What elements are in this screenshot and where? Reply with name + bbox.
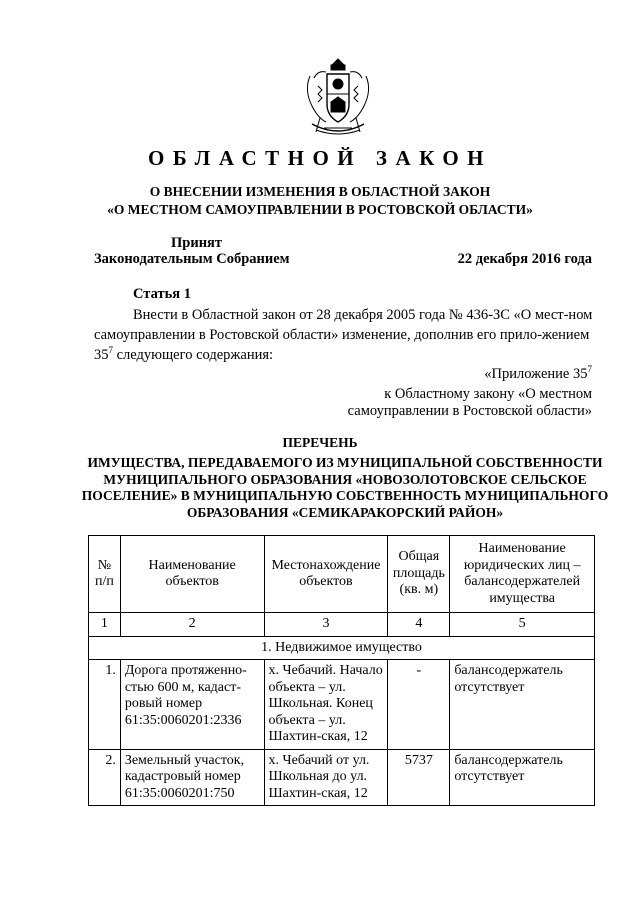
row-object-name: Земельный участок, кадастровый номер 61:35:0060201:750 [120,749,264,806]
adoption-date: 22 декабря 2016 года [457,251,592,267]
row-number: 1. [89,660,121,750]
row-number: 2. [89,749,121,806]
article-text [94,305,594,365]
row-location: х. Чебачий от ул. Школьная до ул. Шахтин-ская, 12 [264,749,388,806]
list-subtitle: ИМУЩЕСТВА, ПЕРЕДАВАЕМОГО ИЗ МУНИЦИПАЛЬНОЙ СОБСТВЕННОСТИ МУНИЦИПАЛЬНОГО ОБРАЗОВАНИЯ «НОВОЗОЛОТОВСКОЕ СЕЛЬСКОЕ ПОСЕЛЕНИЕ» В МУНИЦИПАЛЬНУЮ СОБСТВЕННОСТЬ МУНИЦИПАЛЬНОГО ОБРАЗОВАНИЯ «СЕМИКАРАКОРСКИЙ РАЙОН» [81,455,609,520]
column-number: 3 [264,613,388,637]
column-number: 2 [120,613,264,637]
appendix-reference-line1: к Областному закону «О местном [384,386,592,402]
column-number: 4 [388,613,450,637]
table-section-row [89,636,595,660]
column-number: 1 [89,613,121,637]
row-area: 5737 [388,749,450,806]
table-row [89,749,595,806]
document-type-title: ОБЛАСТНОЙ ЗАКОН [147,146,492,170]
article-text-superscript: 7 [108,345,113,356]
table-header-row [89,536,595,613]
article-heading: Статья 1 [133,286,191,302]
law-subtitle [0,183,640,219]
table-row [89,660,595,750]
article-text-main: Внести в Областной закон от 28 декабря 2005 года № 436-ЗС «О мест-ном самоуправлении в Ростовской области» изменение, дополнив его прило-жением 35 [94,307,593,363]
table-column-numbers-row [89,613,595,637]
appendix-label [484,365,592,383]
column-number: 5 [450,613,595,637]
regional-coat-of-arms-icon [300,56,376,140]
law-subtitle-line2: «О МЕСТНОМ САМОУПРАВЛЕНИИ В РОСТОВСКОЙ ОБЛАСТИ» [107,202,533,217]
row-area: - [388,660,450,750]
header-cell-name: Наименование объектов [120,536,264,613]
header-cell-number: № п/п [89,536,121,613]
appendix-label-superscript: 7 [587,364,592,375]
adopted-label: Принят [171,235,223,251]
header-cell-holder: Наименование юридических лиц – балансодержателей имущества [450,536,595,613]
list-title: ПЕРЕЧЕНЬ [282,435,358,450]
row-holder: балансодержатель отсутствует [450,660,595,750]
appendix-reference-line2: самоуправлении в Ростовской области» [347,403,592,419]
property-table [88,535,595,806]
adopted-by-body: Законодательным Собранием [94,251,290,267]
article-text-tail: следующего содержания: [113,347,274,363]
header-cell-location: Местонахождение объектов [264,536,388,613]
row-location: х. Чебачий. Начало объекта – ул. Школьная. Конец объекта – ул. Шахтин-ская, 12 [264,660,388,750]
header-cell-area: Общая площадь (кв. м) [388,536,450,613]
row-holder: балансодержатель отсутствует [450,749,595,806]
section-title: 1. Недвижимое имущество [89,636,595,660]
law-subtitle-line1: О ВНЕСЕНИИ ИЗМЕНЕНИЯ В ОБЛАСТНОЙ ЗАКОН [149,184,491,199]
appendix-label-text: «Приложение 35 [484,366,588,382]
row-object-name: Дорога протяженно-стью 600 м, кадаст-ровый номер 61:35:0060201:2336 [120,660,264,750]
